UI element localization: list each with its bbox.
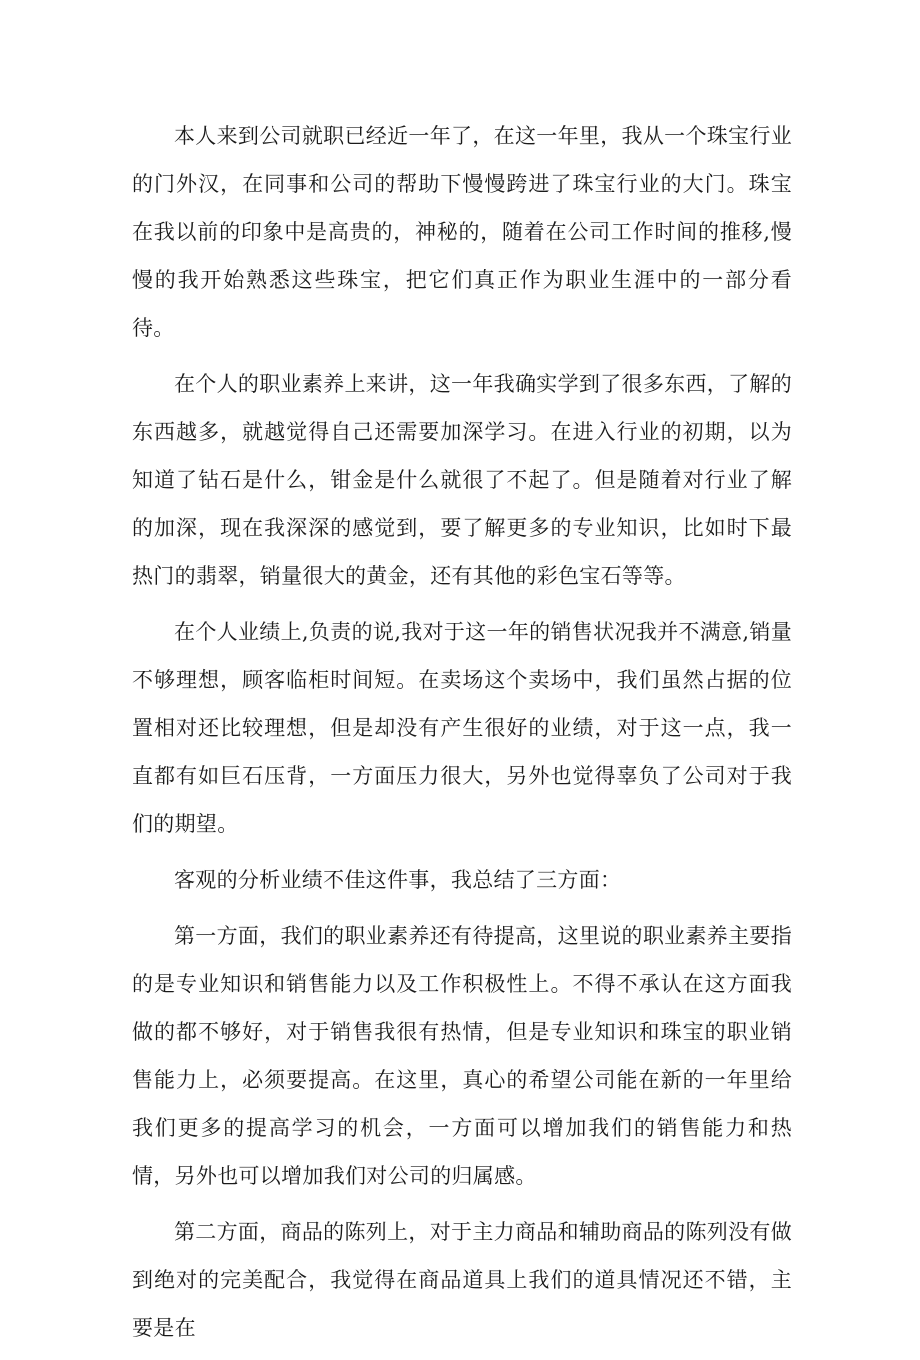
paragraph-professional-skills: 在个人的职业素养上来讲，这一年我确实学到了很多东西，了解的东西越多，就越觉得自己还需要加深学习。在进入行业的初期，以为知道了钻石是什么，钳金是什么就很了不起了。但是随着对行业了解的加深，现在我深深的感觉到，要了解更多的专业知识，比如时下最热门的翡翠，销量很大的黄金，还有其他的彩色宝石等等。 (132, 372, 792, 588)
paragraph-first-aspect: 第一方面，我们的职业素养还有待提高，这里说的职业素养主要指的是专业知识和销售能力以及工作积极性上。不得不承认在这方面我做的都不够好，对于销售我很有热情，但是专业知识和珠宝的职业销售能力上，必须要提高。在这里，真心的希望公司能在新的一年里给我们更多的提高学习的机会，一方面可以增加我们的销售能力和热情，另外也可以增加我们对公司的归属感。 (132, 924, 792, 1188)
paragraph-intro: 本人来到公司就职已经近一年了，在这一年里，我从一个珠宝行业的门外汉，在同事和公司的帮助下慢慢跨进了珠宝行业的大门。珠宝在我以前的印象中是高贵的，神秘的，随着在公司工作时间的推移,慢慢的我开始熟悉这些珠宝，把它们真正作为职业生涯中的一部分看待。 (132, 124, 792, 340)
paragraph-analysis-intro: 客观的分析业绩不佳这件事，我总结了三方面： (174, 868, 622, 892)
paragraph-performance: 在个人业绩上,负责的说,我对于这一年的销售状况我并不满意,销量不够理想，顾客临柜时间短。在卖场这个卖场中，我们虽然占据的位置相对还比较理想，但是却没有产生很好的业绩，对于这一点，我一直都有如巨石压背，一方面压力很大，另外也觉得辜负了公司对于我们的期望。 (132, 620, 792, 836)
paragraph-second-aspect: 第二方面，商品的陈列上，对于主力商品和辅助商品的陈列没有做到绝对的完美配合，我觉得在商品道具上我们的道具情况还不错，主要是在 (132, 1220, 792, 1340)
document-body (132, 112, 792, 1360)
